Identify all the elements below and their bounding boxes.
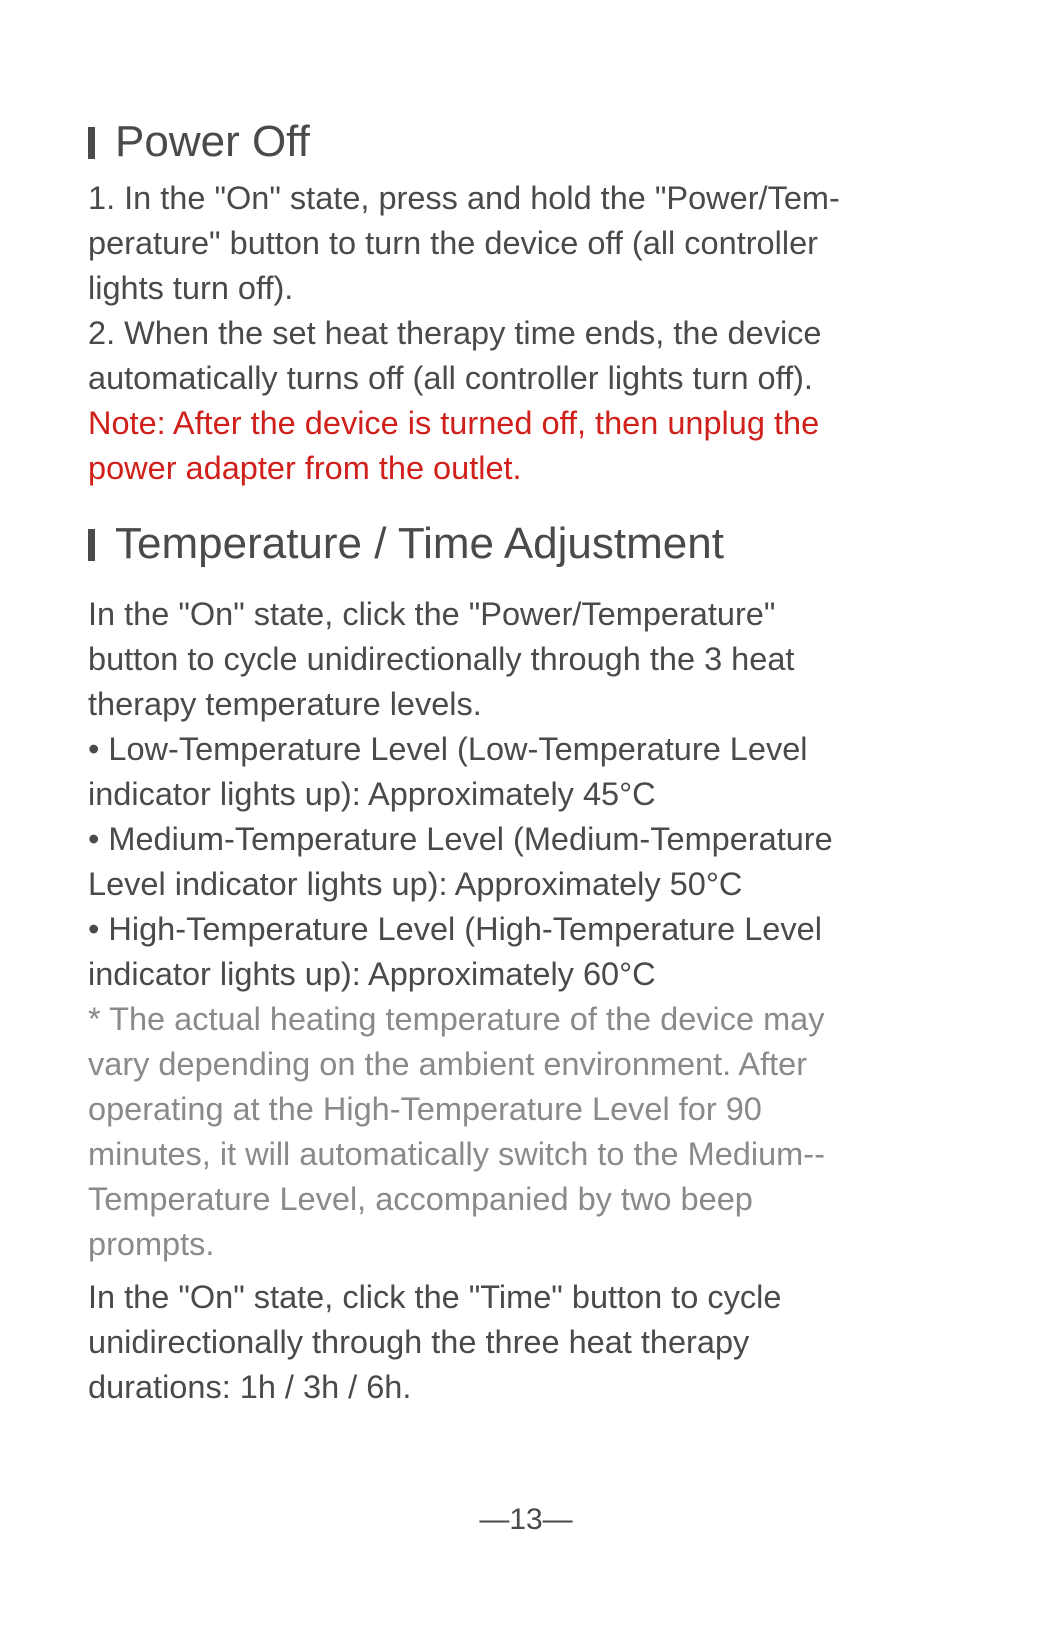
text-line: • Low-Temperature Level (Low-Temperature Level xyxy=(88,731,808,767)
text-line: automatically turns off (all controller lights turn off). xyxy=(88,360,813,396)
text-line: minutes, it will automatically switch to the Medium-- xyxy=(88,1136,825,1172)
text-line: lights turn off). xyxy=(88,270,294,306)
power-off-note xyxy=(88,401,938,491)
power-off-heading-text: Power Off xyxy=(115,117,310,166)
text-line: Note: After the device is turned off, then unplug the xyxy=(88,405,820,441)
text-line: therapy temperature levels. xyxy=(88,686,482,722)
time-adjustment-paragraph xyxy=(88,1275,938,1410)
text-line: Temperature Level, accompanied by two beep xyxy=(88,1181,753,1217)
text-line: indicator lights up): Approximately 45°C xyxy=(88,776,656,812)
text-line: durations: 1h / 3h / 6h. xyxy=(88,1369,412,1405)
text-line: In the "On" state, click the "Power/Temperature" xyxy=(88,596,776,632)
text-line: power adapter from the outlet. xyxy=(88,450,522,486)
text-line: Level indicator lights up): Approximately 50°C xyxy=(88,866,743,902)
temperature-time-heading xyxy=(88,518,938,570)
temperature-intro xyxy=(88,592,938,727)
heading-bar-marker xyxy=(88,127,95,159)
temperature-time-section xyxy=(88,518,938,1410)
text-line: In the "On" state, click the "Time" button to cycle xyxy=(88,1279,782,1315)
medium-temperature-item xyxy=(88,817,938,907)
text-line: prompts. xyxy=(88,1226,215,1262)
heading-bar-marker xyxy=(88,529,95,561)
page-number: —13— xyxy=(479,1503,573,1536)
text-line: indicator lights up): Approximately 60°C xyxy=(88,956,656,992)
text-line: * The actual heating temperature of the device may xyxy=(88,1001,825,1037)
power-off-heading xyxy=(88,116,938,168)
text-line: vary depending on the ambient environment. After xyxy=(88,1046,808,1082)
text-line: 2. When the set heat therapy time ends, the device xyxy=(88,315,822,351)
text-line: unidirectionally through the three heat therapy xyxy=(88,1324,750,1360)
power-off-section xyxy=(88,116,938,491)
high-temperature-item xyxy=(88,907,938,997)
low-temperature-item xyxy=(88,727,938,817)
temperature-time-heading-text: Temperature / Time Adjustment xyxy=(115,519,724,568)
temperature-footnote xyxy=(88,997,938,1267)
text-line: perature" button to turn the device off (all controller xyxy=(88,225,818,261)
text-line: button to cycle unidirectionally through the 3 heat xyxy=(88,641,795,677)
text-line: • Medium-Temperature Level (Medium-Temperature xyxy=(88,821,833,857)
power-off-step-1 xyxy=(88,176,938,311)
text-line: 1. In the "On" state, press and hold the "Power/Tem- xyxy=(88,180,840,216)
text-line: operating at the High-Temperature Level for 90 xyxy=(88,1091,762,1127)
text-line: • High-Temperature Level (High-Temperature Level xyxy=(88,911,822,947)
power-off-step-2 xyxy=(88,311,938,401)
